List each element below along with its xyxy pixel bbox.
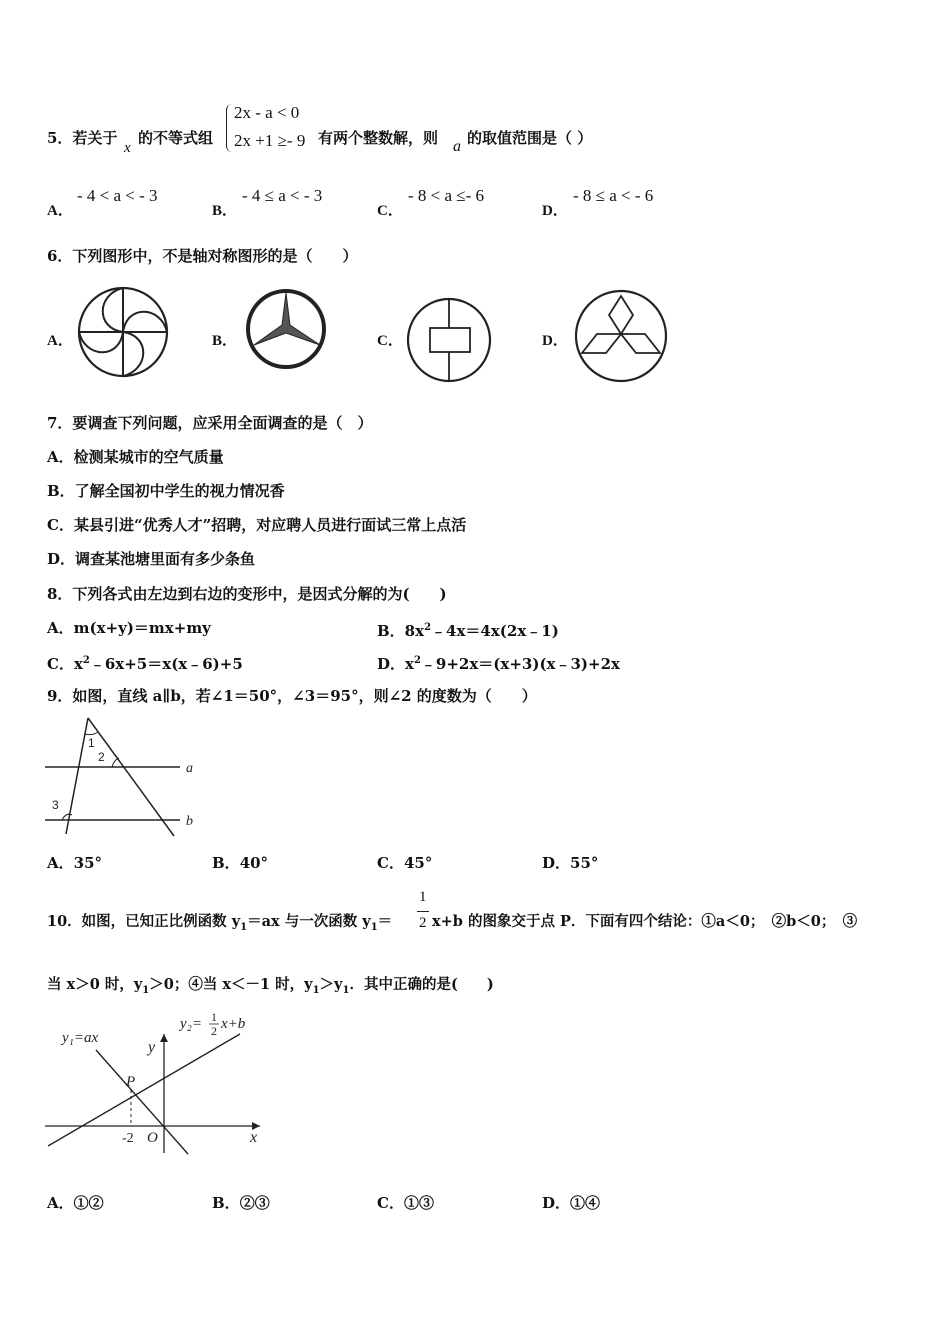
q10-option-a-letter: A． (47, 1194, 74, 1212)
q5-option-d-expr[interactable]: - 8 ≤ a < - 6 (573, 186, 654, 205)
q10-option-d-text: ①④ (570, 1194, 601, 1212)
q9-option-c-letter: C． (377, 854, 404, 872)
q5-option-c-letter[interactable]: C． (377, 203, 403, 219)
line-y1 (96, 1050, 188, 1154)
q9-option-d[interactable] (542, 853, 598, 873)
q8-option-c[interactable] (47, 651, 243, 674)
tick-minus-2-label: -2 (122, 1131, 134, 1146)
angle-1-label: 1 (88, 736, 95, 750)
q5-suffix2: 的取值范围是（ ） (467, 129, 593, 147)
origin-label: O (147, 1130, 158, 1146)
q10-option-d[interactable] (542, 1193, 600, 1213)
q8-option-c-post: ﹣6x+5＝x(x﹣6)+5 (89, 655, 243, 673)
angle-2-label: 2 (98, 750, 105, 764)
q10-option-c[interactable] (377, 1193, 434, 1213)
q8-option-a[interactable]: A．m(x+y)＝mx+my (47, 619, 211, 637)
q8-option-b-pre: B．8x (377, 622, 425, 640)
angle-3-arc (62, 814, 72, 820)
q9-stem: 9．如图，直线 a∥b，若∠1＝50°，∠3＝95°，则∠2 的度数为（ ） (47, 687, 537, 705)
y2-frac-den: 2 (211, 1024, 217, 1038)
q10-l2-sub1: 1 (142, 984, 150, 996)
q8-option-b[interactable] (377, 618, 559, 641)
q9-option-b-letter: B． (212, 854, 240, 872)
q9-option-a-letter: A． (47, 854, 74, 872)
q9-option-d-letter: D． (542, 854, 571, 872)
system-brace (226, 104, 233, 152)
q10-l2-mid: ＞0；④当 x＜－1 时，y (149, 976, 313, 993)
angle-3-label: 3 (52, 798, 59, 812)
q9-option-b[interactable] (212, 853, 268, 873)
q10-option-b-text: ②③ (239, 1194, 270, 1212)
q10-fraction-numerator: 1 (419, 889, 427, 905)
q6-option-c-letter[interactable]: C． (377, 333, 403, 349)
line-y2 (48, 1034, 240, 1146)
q10-l2-sub3: 1 (342, 984, 350, 996)
q10-line1-start (47, 912, 392, 938)
q8-stem: 8．下列各式由左边到右边的变形中，是因式分解的为( ) (47, 585, 447, 603)
q10-l2-sub2: 1 (312, 984, 320, 996)
q10-fraction-denominator: 2 (419, 915, 427, 931)
q10-l2-mid2: ＞y (319, 976, 343, 993)
q5-var-x: x (124, 140, 131, 156)
q10-l2-post: ．其中正确的是( ) (349, 976, 494, 993)
q5-mid: 的不等式组 (138, 129, 214, 147)
q10-line1-end: x+b 的图象交于点 P．下面有四个结论：①a＜0； ②b＜0； ③ (432, 913, 858, 930)
q5-var-a: a (453, 138, 461, 155)
y2-label-post: x+b (221, 1016, 246, 1032)
point-p-label: P (126, 1074, 136, 1090)
line-b-label: b (186, 814, 193, 829)
q10-option-d-letter: D． (542, 1194, 571, 1212)
q5-option-c-expr[interactable]: - 8 < a ≤- 6 (408, 186, 485, 205)
q10-option-c-letter: C． (377, 1194, 404, 1212)
q10-l1-sub2: 1 (370, 921, 378, 933)
q6-option-d-letter[interactable]: D． (542, 333, 568, 349)
transversal-right (88, 718, 174, 836)
q5-prefix: 5．若关于 (47, 129, 118, 147)
q7-option-d[interactable]: D．调查某池塘里面有多少条鱼 (47, 550, 256, 568)
q7-option-a[interactable]: A．检测某城市的空气质量 (47, 448, 224, 466)
q9-parallel-lines-figure (40, 712, 210, 842)
line-a-label: a (186, 761, 193, 776)
q5-system-line1: 2x - a < 0 (234, 103, 300, 122)
q9-option-b-text: 40° (239, 854, 269, 872)
q8-option-c-pre: C．x (47, 655, 83, 673)
x-axis-label: x (250, 1129, 258, 1146)
q10-line2 (47, 975, 494, 1001)
coin-with-square-hole-icon[interactable] (405, 296, 493, 384)
q10-l2-pre: 当 x＞0 时，y (47, 976, 143, 993)
q10-l1-sub1: 1 (240, 921, 248, 933)
q5-suffix1: 有两个整数解，则 (318, 129, 439, 147)
q10-option-b[interactable] (212, 1193, 270, 1213)
q5-option-b-letter[interactable]: B． (212, 203, 238, 219)
q9-option-c[interactable] (377, 853, 432, 873)
y1-label: y₁=ax (62, 1030, 99, 1046)
pinwheel-circle-icon[interactable] (75, 284, 171, 380)
q8-option-d-post: ﹣9+2x＝(x+3)(x﹣3)+2x (420, 655, 620, 673)
three-diamonds-icon[interactable] (572, 289, 670, 383)
y2-label-pre: y₂= (180, 1016, 202, 1032)
q5-option-b-expr[interactable]: - 4 ≤ a < - 3 (242, 186, 323, 205)
q8-option-d-pre: D．x (377, 655, 414, 673)
q6-stem: 6．下列图形中，不是轴对称图形的是（ ） (47, 247, 358, 265)
q5-option-a-letter[interactable]: A． (47, 203, 73, 219)
q5-option-d-letter[interactable]: D． (542, 203, 568, 219)
q10-function-graph (40, 1008, 270, 1158)
q10-l1-mid: ＝ax 与一次函数 y (247, 913, 371, 930)
y-axis-label: y (148, 1039, 156, 1056)
q10-option-a[interactable] (47, 1193, 104, 1213)
q8-option-d-sup: 2 (413, 655, 421, 666)
q5-option-a-expr[interactable]: - 4 < a < - 3 (77, 186, 158, 205)
angle-1-arc (85, 732, 98, 735)
transversal-left (66, 718, 88, 834)
y2-frac-num: 1 (211, 1010, 217, 1024)
q10-option-c-text: ①③ (403, 1194, 434, 1212)
q9-option-c-text: 45° (403, 854, 433, 872)
q8-option-b-sup: 2 (424, 622, 432, 633)
q10-option-b-letter: B． (212, 1194, 240, 1212)
q7-stem: 7．要调查下列问题，应采用全面调查的是（ ） (47, 414, 373, 432)
q10-option-a-text: ①② (73, 1194, 104, 1212)
q9-option-a[interactable] (47, 853, 102, 873)
q6-option-a-letter[interactable]: A． (47, 333, 73, 349)
three-pointed-star-icon[interactable] (242, 287, 330, 371)
q8-option-d[interactable] (377, 651, 620, 674)
q10-l1-pre: 10．如图，已知正比例函数 y (47, 913, 241, 930)
q5-system-line2: 2x +1 ≥- 9 (234, 131, 306, 150)
q9-option-a-text: 35° (73, 854, 103, 872)
q7-option-b[interactable]: B．了解全国初中学生的视力情况香 (47, 482, 285, 500)
q9-option-d-text: 55° (570, 854, 599, 872)
q6-option-b-letter[interactable]: B． (212, 333, 238, 349)
q8-option-b-post: ﹣4x＝4x(2x﹣1) (431, 622, 559, 640)
q8-option-c-sup: 2 (82, 655, 90, 666)
q10-l1-eq: ＝ (377, 913, 393, 930)
q7-option-c[interactable]: C．某县引进“优秀人才”招聘，对应聘人员进行面试三常上点活 (47, 516, 467, 534)
q10-fraction-bar (417, 911, 429, 912)
